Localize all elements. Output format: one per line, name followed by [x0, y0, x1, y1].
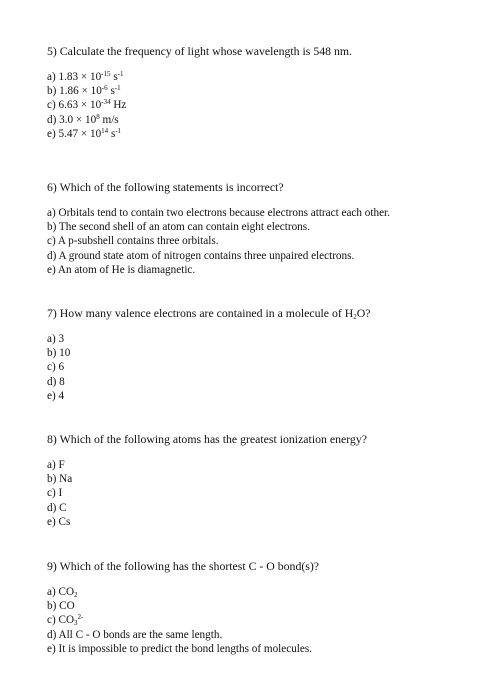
superscript-text: -15	[101, 70, 111, 78]
answer-option-a	[47, 206, 467, 220]
text-run: b) Na	[47, 473, 73, 486]
subscript-text: 3	[74, 619, 78, 628]
superscript-text: -1	[115, 126, 122, 135]
answer-option-b	[47, 472, 467, 486]
answer-option-b	[47, 599, 467, 613]
text-run: e) Cs	[47, 515, 71, 528]
text-run: 7) How many valence electrons are contained in a molecule of H	[47, 306, 354, 320]
superscript-text: -1	[117, 70, 124, 78]
answer-options	[47, 585, 467, 656]
answer-option-b	[47, 346, 467, 360]
subscript-text: 2	[74, 591, 78, 599]
superscript-text: -1	[114, 84, 121, 93]
question-stem	[47, 306, 467, 320]
text-run: c) CO	[47, 614, 75, 627]
text-run: m/s	[99, 113, 119, 126]
answer-option-e	[47, 127, 467, 141]
answer-option-d	[47, 628, 467, 642]
text-run: c) 6	[47, 361, 65, 374]
answer-options	[47, 206, 467, 277]
answer-option-c	[47, 98, 467, 112]
answer-option-b	[47, 84, 467, 98]
superscript-text: 8	[96, 112, 100, 121]
text-run: a) CO	[47, 586, 75, 598]
text-run: d) C	[47, 501, 67, 514]
text-run: s	[110, 71, 118, 83]
text-run: Hz	[110, 99, 127, 112]
question-5	[47, 44, 467, 141]
text-run: d) A ground state atom of nitrogen contains three unpaired electrons.	[47, 249, 355, 262]
answer-option-c	[47, 613, 467, 627]
question-8	[47, 432, 467, 529]
text-run: s	[108, 127, 116, 140]
question-stem	[47, 432, 467, 446]
question-9	[47, 559, 467, 656]
answer-option-c	[47, 360, 467, 374]
text-run: c) A p-subshell contains three orbitals.	[47, 235, 219, 248]
answer-option-d	[47, 249, 467, 263]
text-run: a) Orbitals tend to contain two electrons because electrons attract each other.	[47, 207, 390, 219]
text-run: e) 5.47 × 10	[47, 127, 102, 140]
text-run: a) F	[47, 459, 65, 471]
answer-option-a	[47, 585, 467, 599]
answer-options	[47, 332, 467, 403]
text-run: e) It is impossible to predict the bond lengths of molecules.	[47, 642, 313, 655]
question-stem	[47, 44, 467, 58]
text-run: 8) Which of the following atoms has the greatest ionization energy?	[47, 432, 367, 446]
superscript-text: -6	[101, 84, 108, 93]
text-run: b) 10	[47, 347, 71, 360]
question-7	[47, 306, 467, 403]
answer-option-e	[47, 642, 467, 656]
text-run: b) The second shell of an atom can contain eight electrons.	[47, 221, 310, 234]
text-run: O?	[356, 306, 371, 320]
answer-option-e	[47, 515, 467, 529]
answer-option-a	[47, 332, 467, 346]
text-run: c) 6.63 × 10	[47, 99, 102, 112]
text-run: 9) Which of the following has the shortest C - O bond(s)?	[47, 559, 320, 573]
text-run: 5) Calculate the frequency of light whose wavelength is 548 nm.	[47, 44, 352, 58]
text-run: a) 1.83 × 10	[47, 71, 102, 83]
answer-option-d	[47, 375, 467, 389]
text-run: d) All C - O bonds are the same length.	[47, 628, 223, 641]
text-run: s	[107, 85, 115, 98]
text-run: d) 3.0 × 10	[47, 113, 97, 126]
superscript-text: -34	[101, 98, 111, 107]
text-run: b) 1.86 × 10	[47, 85, 102, 98]
answer-option-d	[47, 501, 467, 515]
answer-option-b	[47, 220, 467, 234]
question-stem	[47, 180, 467, 194]
answer-option-d	[47, 113, 467, 127]
text-run: a) 3	[47, 333, 65, 345]
answer-options	[47, 70, 467, 141]
question-stem	[47, 559, 467, 573]
answer-option-a	[47, 458, 467, 472]
answer-option-a	[47, 70, 467, 84]
text-run: d) 8	[47, 375, 65, 388]
text-run: e) An atom of He is diamagnetic.	[47, 263, 196, 276]
superscript-text: 2-	[77, 613, 84, 622]
question-6	[47, 180, 467, 277]
superscript-text: 14	[101, 126, 109, 135]
text-run: c) I	[47, 487, 63, 500]
answer-option-e	[47, 263, 467, 277]
text-run: e) 4	[47, 389, 65, 402]
subscript-text: 2	[353, 313, 357, 321]
answer-option-c	[47, 234, 467, 248]
answer-options	[47, 458, 467, 529]
answer-option-c	[47, 486, 467, 500]
text-run: b) CO	[47, 600, 75, 613]
text-run: 6) Which of the following statements is incorrect?	[47, 180, 284, 194]
answer-option-e	[47, 389, 467, 403]
